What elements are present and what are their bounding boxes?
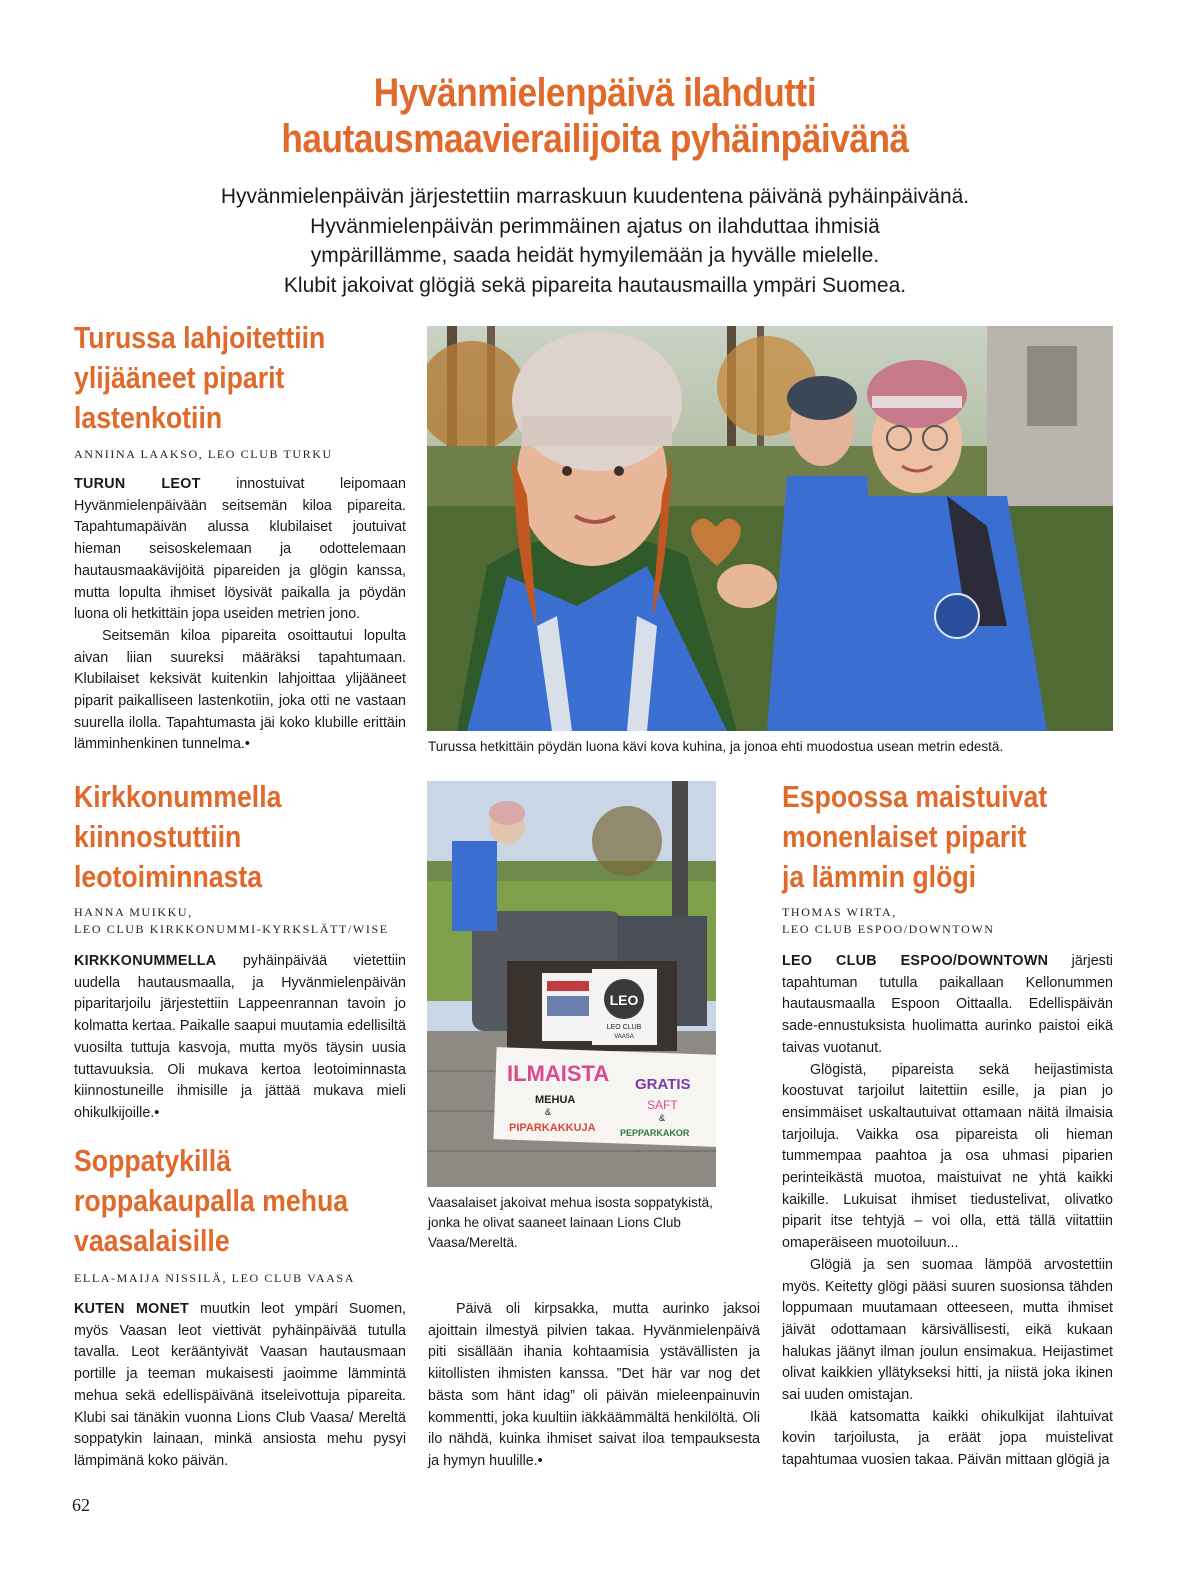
espoo-body: [782, 951, 1113, 1472]
turku-byline-text: ANNIINA LAAKSO, LEO CLUB TURKU: [74, 447, 333, 461]
page-number: 62: [72, 1495, 90, 1515]
title-line-1: Hyvänmielenpäivä ilahdutti: [373, 71, 817, 115]
kirkkonummi-heading-line-2: kiinnostuttiin: [74, 819, 242, 854]
kirkkonummi-paragraph-1: [74, 951, 406, 1125]
sign-and-2: &: [659, 1113, 666, 1123]
vaasa-heading-line-3: vaasalaisille: [74, 1223, 230, 1258]
leo-vaasa-label: VAASA: [614, 1034, 634, 1040]
turku-heading: [74, 318, 325, 438]
photo-vaasa-caption: Vaasalaiset jakoivat mehua isosta soppatykistä, jonka he olivat saaneet lainaan Lions Club Vaasa/Mereltä.: [428, 1195, 713, 1250]
vaasa-paragraph-1: [74, 1299, 406, 1473]
espoo-byline-line-2: LEO CLUB ESPOO/DOWNTOWN: [782, 922, 995, 936]
kirkkonummi-heading-line-3: leotoiminnasta: [74, 859, 263, 894]
espoo-byline-line-1: THOMAS WIRTA,: [782, 905, 897, 919]
espoo-paragraph-1: [782, 951, 1113, 1060]
vaasa-leadin: KUTEN MONET: [74, 1301, 190, 1317]
kirkkonummi-p1-text: pyhäinpäivää vietettiin uudella hautausmaalla, ja Hyvänmielenpäivän piparitarjoilu järjestettiin Lappeenrannan tavoin jo kolmatta kertaa. Paikalle saapui muutamia edellisiltä vuosilta tuttuja kasvoja, mutta myös täysin uusia tuttavuuksia. Oli mukava kertoa leotoiminnasta kiinnostuneille ihmisille ja jättää mukava mieli ohikulkijoille.•: [74, 953, 406, 1121]
photo-vaasa: [427, 781, 716, 1187]
turku-paragraph-2: Seitsemän kiloa pipareita osoittautui lopulta aivan liian suureksi määräksi tapahtumaan. Klubilaiset keksivät kuitenkin lahjoittaa ylijääneet piparit paikalliseen lastenkotiin, joka otti ne vastaan suurella ilolla. Tapahtumasta jäi koko klubille erittäin lämminhenkinen tunnelma.•: [74, 627, 406, 753]
vaasa-body-col2: [428, 1299, 760, 1473]
turku-paragraph-1: [74, 474, 406, 626]
sign-piparkakkuja: PIPARKAKKUJA: [509, 1122, 596, 1134]
vaasa-heading: [74, 1141, 348, 1261]
turku-leadin: TURUN LEOT: [74, 476, 201, 492]
espoo-paragraph-4: Ikää katsomatta kaikki ohikulkijat ilahtuivat kovin tarjoilusta, ja eräät jopa muistelivat tapahtumaa vuosien takaa. Päivän mittaan glögiä ja: [782, 1408, 1113, 1469]
espoo-heading: [782, 777, 1047, 897]
photo-vaasa-illustration: [427, 781, 716, 1187]
sign-and-1: &: [545, 1107, 552, 1117]
kirkkonummi-leadin: KIRKKONUMMELLA: [74, 953, 217, 969]
leo-club-label: LEO CLUB: [606, 1024, 642, 1031]
vaasa-heading-line-2: roppakaupalla mehua: [74, 1183, 349, 1218]
vaasa-byline-text: ELLA-MAIJA NISSILÄ, LEO CLUB VAASA: [74, 1271, 355, 1285]
sign-saft: SAFT: [647, 1098, 678, 1112]
photo-turku-caption: Turussa hetkittäin pöydän luona kävi kova kuhina, ja jonoa ehti muodostua usean metrin edestä.: [428, 739, 1004, 754]
lead-line-2: Hyvänmielenpäivän perimmäinen ajatus on ilahduttaa ihmisiä: [310, 214, 880, 238]
vaasa-heading-line-1: Soppatykillä: [74, 1143, 232, 1178]
espoo-heading-line-3: ja lämmin glögi: [782, 859, 977, 894]
sign-gratis: GRATIS: [635, 1076, 691, 1093]
turku-heading-line-3: lastenkotiin: [74, 400, 223, 435]
espoo-heading-line-1: Espoossa maistuivat: [782, 779, 1048, 814]
lead-line-3: ympärillämme, saada heidät hymyilemään ja hyvälle mielelle.: [310, 244, 880, 267]
turku-p1-text: innostuivat leipomaan Hyvänmielenpäivään seitsemän kiloa pipareita. Tapahtumapäivän alussa klubilaiset joutuivat hieman seisoskelemaan ja odottelemaan hautausmaakävijöitä pipareiden ja glögin kanssa, mutta lopulta ihmiset löysivät paikalla ja pöydän luona oli hetkittäin jopa useiden metrien jono.: [74, 476, 406, 623]
turku-byline: [74, 446, 414, 463]
sign-ilmaista: ILMAISTA: [507, 1061, 610, 1086]
espoo-paragraph-2: Glögistä, pipareista sekä heijastimista koostuvat tarjoilut laitettiin esille, ja pian jo ensimmäiset uskaltautuivat ottamaan näitä ilmaisia tarjoiluja. Vaikka osa pipareista oli hieman tummempaa paahtoa ja osa uhmasi piparien perinteikästä muotoa, maistuivat ne yhtä kaikki kaikille. Lukuisat ihmiset tiedustelivat, olivatko piparit itse tehtyjä – voi olla, että tällä viitattiin omaperäiseen muotoiluun...: [782, 1061, 1113, 1252]
espoo-paragraph-3: Glögiä ja sen suomaa lämpöä arvostettiin myös. Keitetty glögi pääsi suuren suosionsa tähden loppumaan muutamaan otteeseen, mutta ihmiset jäivät odottamaan kärsivällisesti, eikä kukaan halukas jäänyt ilman joulun ensimakua. Heijastimet olivat kaikkien yllätykseksi hitti, ja niistä joka ikinen sai uuden omistajan.: [782, 1256, 1113, 1404]
turku-heading-line-2: ylijääneet piparit: [74, 360, 285, 395]
leo-logo-text: LEO: [609, 992, 639, 1008]
vaasa-body-col1: [74, 1299, 406, 1473]
sign-mehua: MEHUA: [535, 1094, 576, 1106]
vaasa-p1-text: muutkin leot ympäri Suomen, myös Vaasan leot viettivät pyhäinpäivää tutulla tavalla. Leot kerääntyivät Vaasan hautausmaan portille ja teeman mukaisesti jaoimme lämmintä mehua sekä edellispäivänä itseleivottuja pipareita. Klubi sai tänäkin vuonna Lions Club Vaasa/ Mereltä soppatykin lainaan, minkä ansiosta mehu pysyi lämpimänä koko päivän.: [74, 1301, 407, 1469]
turku-body: [74, 474, 406, 756]
article-title: [124, 70, 1066, 162]
title-line-2: hautausmaavierailijoita pyhäinpäivänä: [281, 117, 909, 161]
turku-heading-line-1: Turussa lahjoitettiin: [74, 320, 326, 355]
espoo-p1-text: järjesti tapahtuman tutulla paikallaan Kellonummen hautausmaalla Espoon Oittaalla. Edellispäivän sade-ennustuksista huolimatta aurinko paistoi eikä taivas vuotanut.: [782, 953, 1113, 1056]
photo-turku: [427, 326, 1113, 731]
kirkkonummi-byline: [74, 904, 414, 938]
article-lead: [150, 182, 1040, 300]
sign-pepparkakor: PEPPARKAKOR: [620, 1128, 690, 1138]
lead-line-1: Hyvänmielenpäivän järjestettiin marraskuun kuudentena päivänä pyhäinpäivänä.: [220, 185, 970, 208]
espoo-leadin: LEO CLUB ESPOO/DOWNTOWN: [782, 953, 1049, 969]
lead-line-4: Klubit jakoivat glögiä sekä pipareita hautausmailla ympäri Suomea.: [283, 273, 907, 297]
espoo-byline: [782, 904, 1122, 938]
kirkkonummi-byline-line-1: HANNA MUIKKU,: [74, 905, 193, 919]
kirkkonummi-heading: [74, 777, 281, 897]
kirkkonummi-byline-line-2: LEO CLUB KIRKKONUMMI-KYRKSLÄTT/WISE: [74, 922, 389, 936]
photo-turku-illustration: [427, 326, 1113, 731]
vaasa-paragraph-2: Päivä oli kirpsakka, mutta aurinko jaksoi ajoittain ilmestyä pilvien takaa. Hyvänmielenpäivä piti sisällään ihania kohtaamisia ystävällisten ja kiitollisten ihmisten kanssa. ”Det här var nog det bästa som hänt idag” oli päivän mieleenpainuvin kommentti, joka kuultiin iäkkäämmältä henkilöltä. Oli ilo nähdä, kuinka ihmiset saivat iloa tempauksesta ja hymyn huulille.•: [428, 1301, 760, 1469]
vaasa-byline: [74, 1270, 414, 1287]
kirkkonummi-body: [74, 951, 406, 1125]
kirkkonummi-heading-line-1: Kirkkonummella: [74, 779, 282, 814]
espoo-heading-line-2: monenlaiset piparit: [782, 819, 1027, 854]
